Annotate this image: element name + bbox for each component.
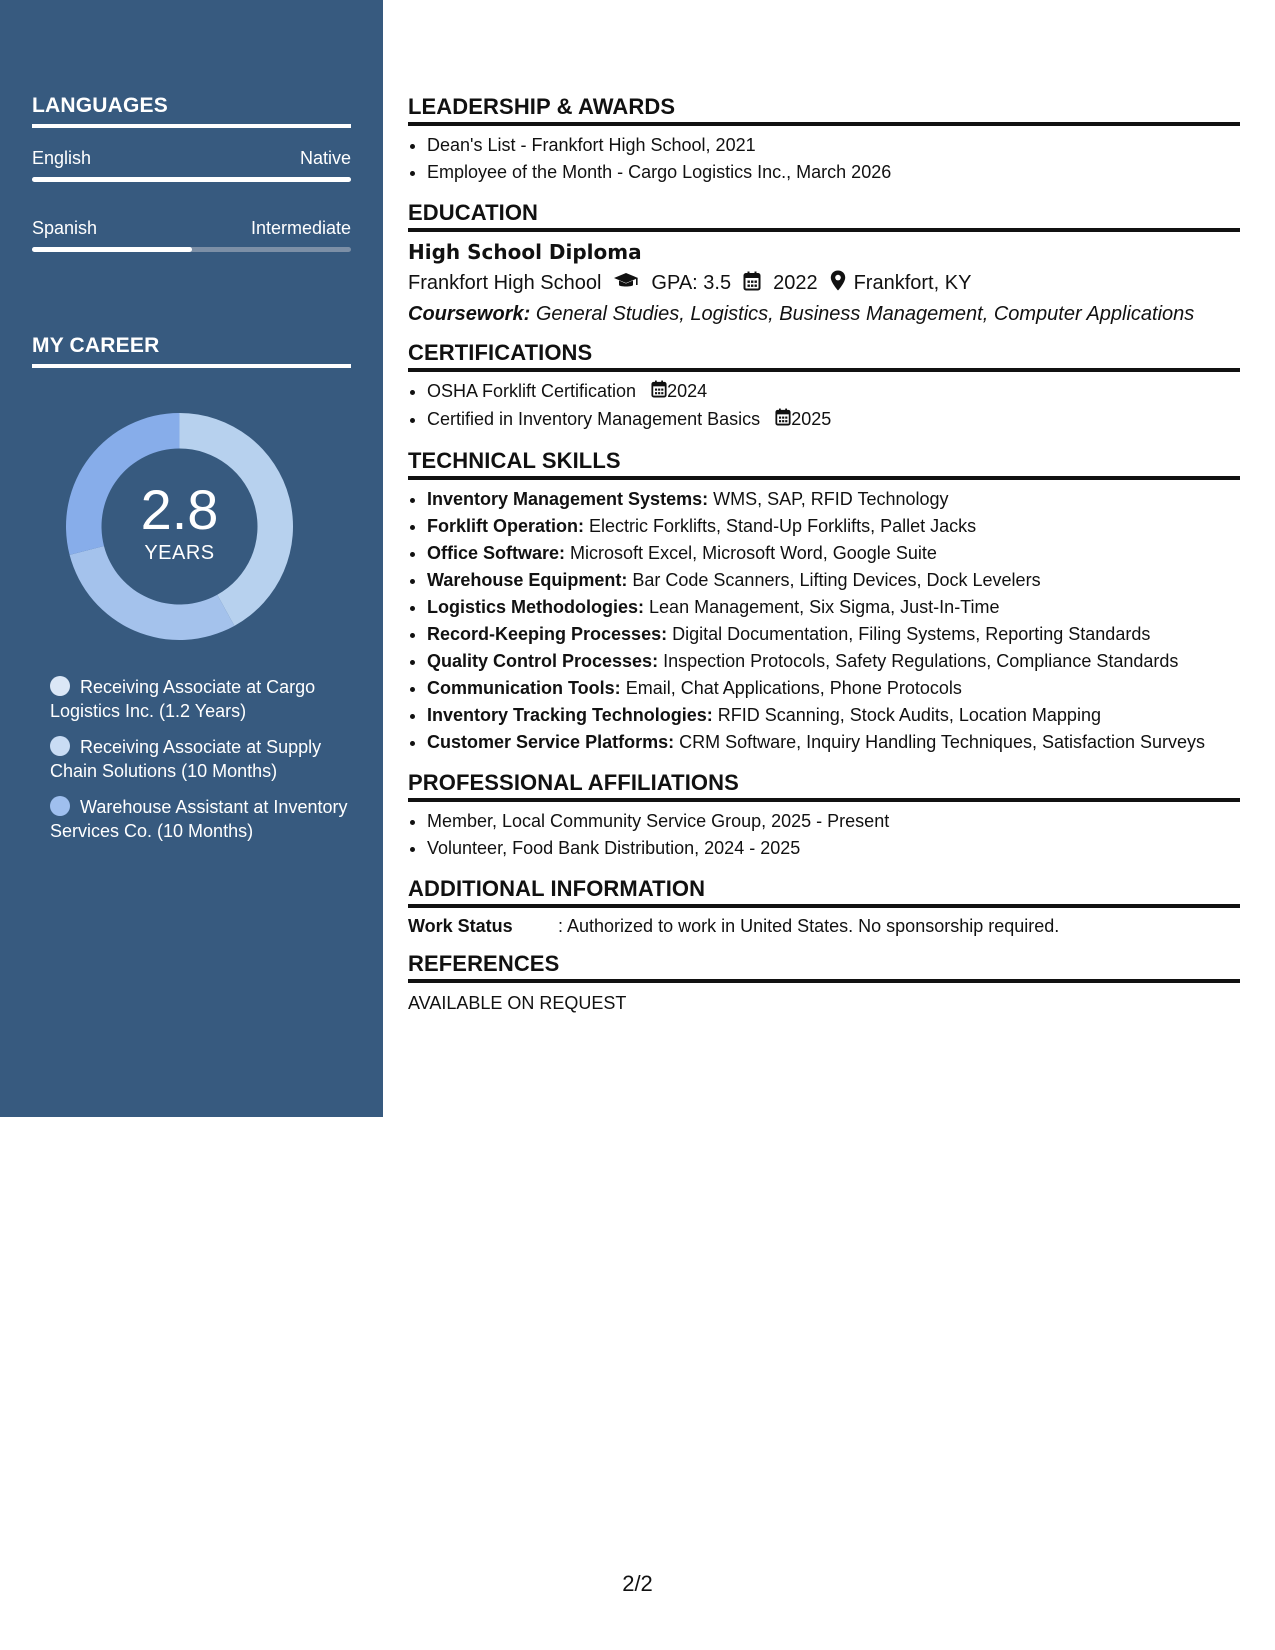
skill-value: Digital Documentation, Filing Systems, Reporting Standards <box>672 623 1151 644</box>
coursework-label: Coursework: <box>408 303 531 325</box>
skill-item <box>427 567 1240 594</box>
sidebar <box>0 0 383 1117</box>
coursework-value: General Studies, Logistics, Business Management, Computer Applications <box>535 303 1195 325</box>
skill-item <box>427 486 1240 513</box>
section-title: REFERENCES <box>408 951 1240 983</box>
language-proficiency-bar <box>32 177 351 182</box>
education-section <box>408 200 1240 326</box>
education-location: Frankfort, KY <box>853 272 972 294</box>
donut-center <box>66 413 293 640</box>
education-gpa: GPA: 3.5 <box>651 272 732 294</box>
list-item: • Volunteer, Food Bank Distribution, 2024 - 2025 <box>427 835 1240 862</box>
skill-item <box>427 513 1240 540</box>
list-item: • Employee of the Month - Cargo Logistics Inc., March 2026 <box>427 159 1240 186</box>
career-item-text: Receiving Associate at Cargo Logistics Inc. (1.2 Years) <box>50 677 316 721</box>
skill-item <box>427 729 1240 756</box>
section-title: TECHNICAL SKILLS <box>408 448 1240 480</box>
education-details <box>408 270 1240 297</box>
language-proficiency-fill <box>32 247 192 252</box>
list-item <box>427 378 1240 406</box>
list-item: • Member, Local Community Service Group, 2025 - Present <box>427 808 1240 835</box>
career-title: MY CAREER <box>32 334 351 368</box>
skill-label: Inventory Tracking Technologies: <box>427 704 713 725</box>
career-dot-icon <box>50 796 70 816</box>
leadership-list <box>408 132 1240 186</box>
list-item <box>427 406 1240 434</box>
language-level: Intermediate <box>250 218 351 238</box>
section-title: CERTIFICATIONS <box>408 340 1240 372</box>
language-name: Spanish <box>32 218 98 238</box>
education-coursework <box>408 303 1240 326</box>
affiliations-list <box>408 808 1240 862</box>
work-status-value: : Authorized to work in United States. No sponsorship required. <box>558 915 1060 936</box>
skill-value: Bar Code Scanners, Lifting Devices, Dock Levelers <box>632 569 1041 590</box>
page-number: 2/2 <box>622 1571 653 1596</box>
career-donut-chart <box>66 413 293 640</box>
career-total-unit: YEARS <box>144 542 215 564</box>
section-title: ADDITIONAL INFORMATION <box>408 876 1240 908</box>
skill-value: Microsoft Excel, Microsoft Word, Google Suite <box>570 542 937 563</box>
skill-item <box>427 540 1240 567</box>
languages-section <box>32 94 351 252</box>
section-title: PROFESSIONAL AFFILIATIONS <box>408 770 1240 802</box>
graduation-cap-icon <box>613 271 639 297</box>
skill-label: Logistics Methodologies: <box>427 596 645 617</box>
language-proficiency-bar <box>32 247 351 252</box>
skill-label: Communication Tools: <box>427 677 621 698</box>
skills-section <box>408 448 1240 756</box>
skills-list <box>408 486 1240 756</box>
career-dot-icon <box>50 736 70 756</box>
calendar-icon <box>743 271 761 297</box>
skill-item <box>427 621 1240 648</box>
career-total-value: 2.8 <box>140 478 219 541</box>
skill-value: CRM Software, Inquiry Handling Techniques, Satisfaction Surveys <box>679 731 1206 752</box>
calendar-icon <box>775 407 791 434</box>
skill-value: Lean Management, Six Sigma, Just-In-Time <box>649 596 1000 617</box>
list-item: • Dean's List - Frankfort High School, 2021 <box>427 132 1240 159</box>
work-status-label: Work Status <box>408 915 513 936</box>
skill-item <box>427 594 1240 621</box>
language-level: Native <box>299 148 351 168</box>
education-degree: High School Diploma <box>408 240 642 264</box>
career-item <box>50 675 350 723</box>
career-item <box>50 735 350 783</box>
education-school: Frankfort High School <box>408 272 602 294</box>
references-section <box>408 951 1240 1014</box>
skill-value: Electric Forklifts, Stand-Up Forklifts, Pallet Jacks <box>589 515 977 536</box>
skill-value: RFID Scanning, Stock Audits, Location Mapping <box>717 704 1101 725</box>
career-dot-icon <box>50 676 70 696</box>
leadership-section <box>408 94 1240 186</box>
skill-label: Record-Keeping Processes: <box>427 623 668 644</box>
section-title: EDUCATION <box>408 200 1240 232</box>
certifications-list <box>408 378 1240 434</box>
skill-item <box>427 702 1240 729</box>
skill-label: Warehouse Equipment: <box>427 569 628 590</box>
skill-label: Forklift Operation: <box>427 515 584 536</box>
certifications-section <box>408 340 1240 434</box>
career-section <box>32 334 351 368</box>
skill-item <box>427 648 1240 675</box>
section-title: LEADERSHIP & AWARDS <box>408 94 1240 126</box>
education-year: 2022 <box>773 272 818 294</box>
skill-label: Quality Control Processes: <box>427 650 659 671</box>
certification-year: 2024 <box>667 381 708 401</box>
skill-label: Customer Service Platforms: <box>427 731 675 752</box>
career-item <box>50 795 350 843</box>
career-list <box>50 675 350 855</box>
skill-value: Email, Chat Applications, Phone Protocols <box>625 677 962 698</box>
skill-label: Inventory Management Systems: <box>427 488 709 509</box>
certification-name: OSHA Forklift Certification <box>427 381 637 401</box>
skill-value: Inspection Protocols, Safety Regulations, Compliance Standards <box>663 650 1179 671</box>
main-content <box>408 94 1240 1028</box>
language-proficiency-fill <box>32 177 351 182</box>
skill-value: WMS, SAP, RFID Technology <box>713 488 949 509</box>
work-status-row <box>408 916 1240 937</box>
calendar-icon <box>651 379 667 406</box>
location-pin-icon <box>830 270 846 297</box>
references-text: AVAILABLE ON REQUEST <box>408 992 627 1013</box>
certification-year: 2025 <box>791 408 832 429</box>
skill-item <box>427 675 1240 702</box>
language-item <box>32 148 351 182</box>
career-item-text: Warehouse Assistant at Inventory Services Co. (10 Months) <box>50 797 348 841</box>
certification-name: Certified in Inventory Management Basics <box>427 408 761 429</box>
language-item <box>32 218 351 252</box>
affiliations-section <box>408 770 1240 862</box>
language-name: English <box>32 148 92 168</box>
languages-title: LANGUAGES <box>32 94 351 128</box>
skill-label: Office Software: <box>427 542 566 563</box>
career-item-text: Receiving Associate at Supply Chain Solutions (10 Months) <box>50 737 322 781</box>
additional-info-section <box>408 876 1240 937</box>
